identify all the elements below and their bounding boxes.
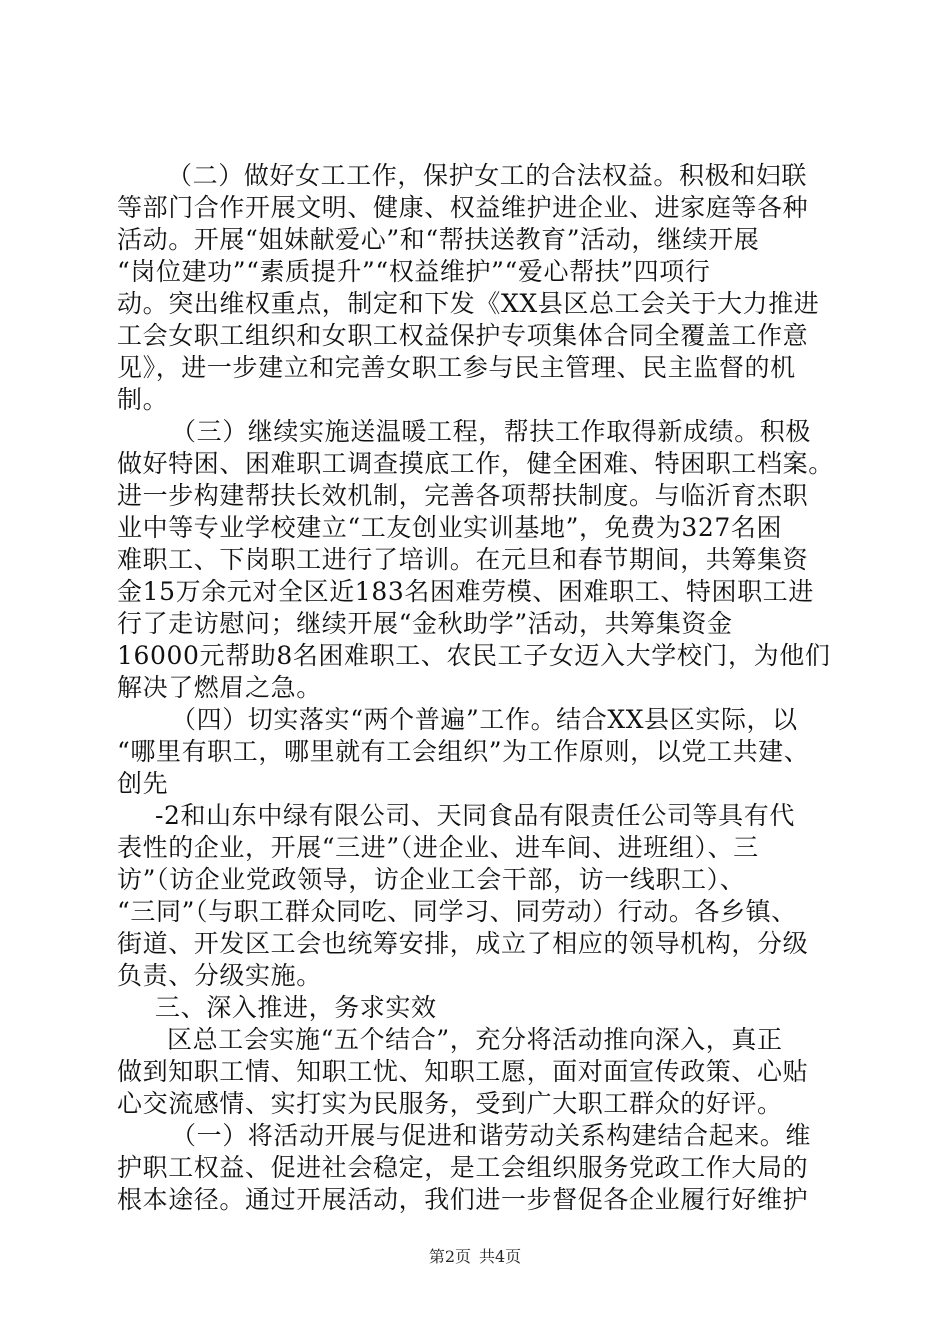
paragraph-line: 做到知职工情、知职工忧、知职工愿，面对面宣传政策、心贴 xyxy=(117,1057,809,1086)
document-body xyxy=(117,160,837,1216)
paragraph-line: 等部门合作开展文明、健康、权益维护进企业、进家庭等各种 xyxy=(117,193,809,222)
paragraph-line: 进一步构建帮扶长效机制，完善各项帮扶制度。与临沂育杰职 xyxy=(117,481,809,510)
paragraph-line: 创先 xyxy=(117,769,169,798)
paragraph-line: 行了走访慰问；继续开展“金秋助学”活动，共筹集资金 xyxy=(117,609,733,638)
paragraph-line: “三同”（与职工群众同吃、同学习、同劳动）行动。各乡镇、 xyxy=(117,897,797,926)
paragraph-line: 金15万余元对全区近183名困难劳模、困难职工、特困职工进 xyxy=(117,577,814,606)
paragraph-line: “哪里有职工，哪里就有工会组织”为工作原则，以党工共建、 xyxy=(117,737,810,766)
paragraph-line: -2和山东中绿有限公司、天同食品有限责任公司等具有代 xyxy=(155,801,795,830)
page-footer xyxy=(0,1247,950,1267)
page-total: 共4页 xyxy=(479,1247,522,1266)
paragraph-line: 见》，进一步建立和完善女职工参与民主管理、民主监督的机 xyxy=(117,353,796,382)
section-heading: 三、深入推进，务求实效 xyxy=(155,993,437,1022)
paragraph-line: 制。 xyxy=(117,385,169,414)
paragraph-line: 做好特困、困难职工调查摸底工作，健全困难、特困职工档案。 xyxy=(117,449,834,478)
paragraph-line: 难职工、下岗职工进行了培训。在元旦和春节期间，共筹集资 xyxy=(117,545,809,574)
paragraph-line: （一）将活动开展与促进和谐劳动关系构建结合起来。维 xyxy=(171,1121,812,1150)
paragraph-line: 活动。开展“姐妹献爱心”和“帮扶送教育”活动，继续开展 xyxy=(117,225,760,254)
paragraph-line: 负责、分级实施。 xyxy=(117,961,322,990)
paragraph-line: 护职工权益、促进社会稳定，是工会组织服务党政工作大局的 xyxy=(117,1153,809,1182)
paragraph-line: 心交流感情、实打实为民服务，受到广大职工群众的好评。 xyxy=(117,1089,783,1118)
paragraph-line: 业中等专业学校建立“工友创业实训基地”，免费为327名困 xyxy=(117,513,783,542)
paragraph-line: 工会女职工组织和女职工权益保护专项集体合同全覆盖工作意 xyxy=(117,321,809,350)
page-number: 第2页 xyxy=(428,1247,471,1266)
paragraph-line: 访”（访企业党政领导，访企业工会干部，访一线职工）、 xyxy=(117,865,746,894)
paragraph-line: 动。突出维权重点，制定和下发《XX县区总工会关于大力推进 xyxy=(117,289,820,318)
paragraph-line: 根本途径。通过开展活动，我们进一步督促各企业履行好维护 xyxy=(117,1185,809,1214)
paragraph-line: 表性的企业，开展“三进”（进企业、进车间、进班组）、三 xyxy=(117,833,759,862)
paragraph-line: （三）继续实施送温暖工程，帮扶工作取得新成绩。积极 xyxy=(171,417,812,446)
paragraph-line: （四）切实落实“两个普遍”工作。结合XX县区实际，以 xyxy=(171,705,798,734)
paragraph-line: 16000元帮助8名困难职工、农民工子女迈入大学校门，为他们 xyxy=(117,641,831,670)
paragraph-line: 解决了燃眉之急。 xyxy=(117,673,322,702)
paragraph-line: 街道、开发区工会也统筹安排，成立了相应的领导机构，分级 xyxy=(117,929,809,958)
paragraph-line: （二）做好女工工作，保护女工的合法权益。积极和妇联 xyxy=(167,161,808,190)
paragraph-line: “岗位建功”“素质提升”“权益维护”“爱心帮扶”四项行 xyxy=(117,257,711,286)
paragraph-line: 区总工会实施“五个结合”，充分将活动推向深入，真正 xyxy=(167,1025,783,1054)
